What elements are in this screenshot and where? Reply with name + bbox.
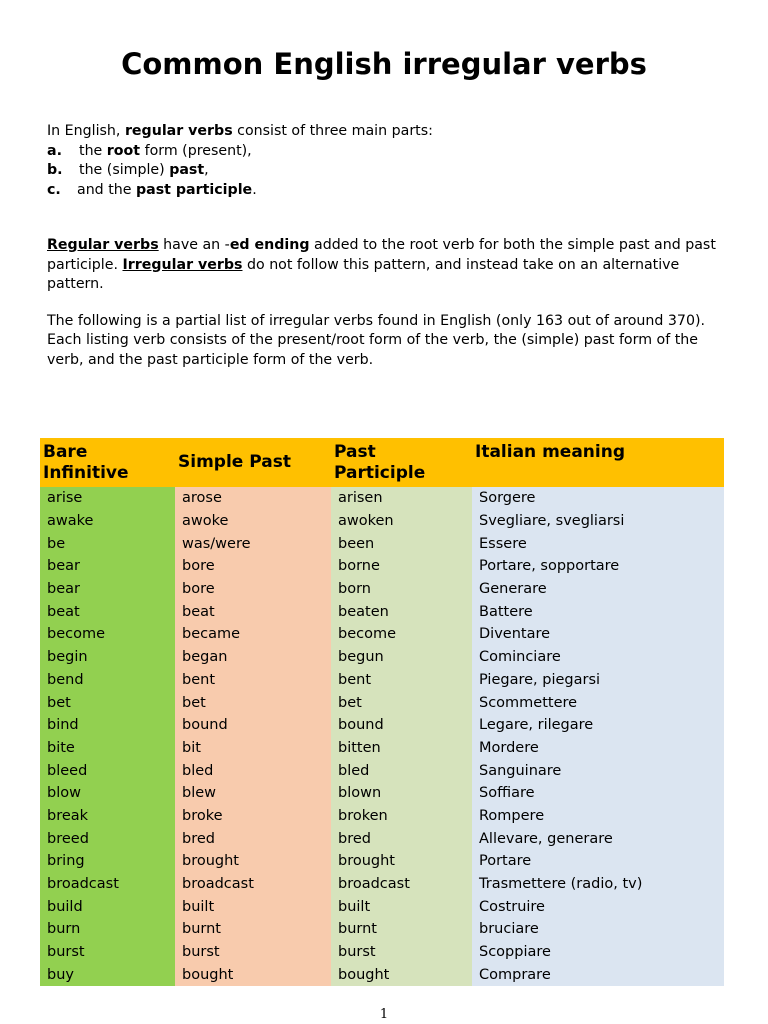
italian-meaning-cell: Soffiare <box>472 782 724 805</box>
bare-infinitive-cell: bleed <box>40 759 175 782</box>
past-participle-cell: awoken <box>331 510 472 533</box>
table-row <box>40 578 724 601</box>
irregular-verbs-table <box>40 438 724 986</box>
italian-meaning-cell: Legare, rilegare <box>472 714 724 737</box>
intro-line-1: In English, regular verbs consist of three main parts: <box>47 123 433 139</box>
past-participle-cell: become <box>331 623 472 646</box>
header-past-participle: Past Participle <box>331 438 472 487</box>
simple-past-cell: bent <box>175 669 331 692</box>
italian-meaning-cell: Scoppiare <box>472 941 724 964</box>
past-participle-cell: born <box>331 578 472 601</box>
simple-past-cell: broke <box>175 805 331 828</box>
bare-infinitive-cell: bind <box>40 714 175 737</box>
table-body <box>40 487 724 986</box>
past-participle-cell: bound <box>331 714 472 737</box>
bare-infinitive-cell: break <box>40 805 175 828</box>
table-row <box>40 532 724 555</box>
past-participle-cell: borne <box>331 555 472 578</box>
table-row <box>40 827 724 850</box>
table-header-row <box>40 438 724 487</box>
italian-meaning-cell: Portare <box>472 850 724 873</box>
table-row <box>40 510 724 533</box>
bare-infinitive-cell: breed <box>40 827 175 850</box>
past-participle-cell: bled <box>331 759 472 782</box>
simple-past-cell: was/were <box>175 532 331 555</box>
table-row <box>40 669 724 692</box>
past-participle-cell: bent <box>331 669 472 692</box>
listing-format-paragraph: Each listing verb consists of the present/root form of the verb, the (simple) past form of the verb, and the past participle form of the verb. <box>47 332 698 368</box>
past-participle-cell: beaten <box>331 600 472 623</box>
bare-infinitive-cell: broadcast <box>40 873 175 896</box>
page-number: 1 <box>379 1007 389 1022</box>
bare-infinitive-cell: buy <box>40 963 175 986</box>
italian-meaning-cell: Essere <box>472 532 724 555</box>
table-row <box>40 646 724 669</box>
bare-infinitive-cell: bear <box>40 578 175 601</box>
table-row <box>40 714 724 737</box>
past-participle-cell: broken <box>331 805 472 828</box>
bare-infinitive-cell: bet <box>40 691 175 714</box>
simple-past-cell: arose <box>175 487 331 510</box>
italian-meaning-cell: Sanguinare <box>472 759 724 782</box>
header-bare-infinitive: Bare Infinitive <box>40 438 175 487</box>
italian-meaning-cell: Svegliare, svegliarsi <box>472 510 724 533</box>
simple-past-cell: bit <box>175 737 331 760</box>
table-row <box>40 623 724 646</box>
italian-meaning-cell: Diventare <box>472 623 724 646</box>
simple-past-cell: bred <box>175 827 331 850</box>
intro-item-c: c. and the past participle. <box>47 181 257 198</box>
simple-past-cell: broadcast <box>175 873 331 896</box>
bare-infinitive-cell: bite <box>40 737 175 760</box>
bare-infinitive-cell: begin <box>40 646 175 669</box>
table-row <box>40 941 724 964</box>
bare-infinitive-cell: become <box>40 623 175 646</box>
past-participle-cell: broadcast <box>331 873 472 896</box>
simple-past-cell: burnt <box>175 918 331 941</box>
simple-past-cell: bet <box>175 691 331 714</box>
past-participle-cell: arisen <box>331 487 472 510</box>
past-participle-cell: been <box>331 532 472 555</box>
intro-text <box>47 122 737 370</box>
simple-past-cell: bled <box>175 759 331 782</box>
italian-meaning-cell: bruciare <box>472 918 724 941</box>
bare-infinitive-cell: beat <box>40 600 175 623</box>
table-row <box>40 691 724 714</box>
simple-past-cell: bound <box>175 714 331 737</box>
table-row <box>40 873 724 896</box>
simple-past-cell: built <box>175 895 331 918</box>
bare-infinitive-cell: awake <box>40 510 175 533</box>
simple-past-cell: bought <box>175 963 331 986</box>
table-row <box>40 918 724 941</box>
italian-meaning-cell: Allevare, generare <box>472 827 724 850</box>
bare-infinitive-cell: build <box>40 895 175 918</box>
past-participle-cell: brought <box>331 850 472 873</box>
simple-past-cell: blew <box>175 782 331 805</box>
past-participle-cell: bought <box>331 963 472 986</box>
intro-item-b: b. the (simple) past, <box>47 162 209 178</box>
table-row <box>40 782 724 805</box>
past-participle-cell: built <box>331 895 472 918</box>
bare-infinitive-cell: burst <box>40 941 175 964</box>
italian-meaning-cell: Comprare <box>472 963 724 986</box>
italian-meaning-cell: Sorgere <box>472 487 724 510</box>
simple-past-cell: became <box>175 623 331 646</box>
past-participle-cell: bred <box>331 827 472 850</box>
partial-list-paragraph: The following is a partial list of irregular verbs found in English (only 163 out of around 370). <box>47 312 706 329</box>
italian-meaning-cell: Portare, sopportare <box>472 555 724 578</box>
table-row <box>40 963 724 986</box>
simple-past-cell: awoke <box>175 510 331 533</box>
table-row <box>40 805 724 828</box>
bare-infinitive-cell: blow <box>40 782 175 805</box>
header-italian-meaning: Italian meaning <box>472 438 724 487</box>
italian-meaning-cell: Cominciare <box>472 646 724 669</box>
table-row <box>40 487 724 510</box>
simple-past-cell: bore <box>175 555 331 578</box>
bare-infinitive-cell: bend <box>40 669 175 692</box>
past-participle-cell: burnt <box>331 918 472 941</box>
regular-vs-irregular-paragraph: Regular verbs have an -ed ending added to the root verb for both the simple past and past participle. Irregular verbs do not follow this pattern, and instead take on an alternative pattern. <box>47 237 716 292</box>
bare-infinitive-cell: bear <box>40 555 175 578</box>
table-row <box>40 737 724 760</box>
simple-past-cell: burst <box>175 941 331 964</box>
past-participle-cell: begun <box>331 646 472 669</box>
simple-past-cell: bore <box>175 578 331 601</box>
italian-meaning-cell: Costruire <box>472 895 724 918</box>
simple-past-cell: beat <box>175 600 331 623</box>
past-participle-cell: bet <box>331 691 472 714</box>
simple-past-cell: brought <box>175 850 331 873</box>
italian-meaning-cell: Scommettere <box>472 691 724 714</box>
bare-infinitive-cell: be <box>40 532 175 555</box>
header-simple-past: Simple Past <box>175 438 331 487</box>
table-row <box>40 850 724 873</box>
table-row <box>40 600 724 623</box>
bare-infinitive-cell: arise <box>40 487 175 510</box>
italian-meaning-cell: Mordere <box>472 737 724 760</box>
bare-infinitive-cell: bring <box>40 850 175 873</box>
italian-meaning-cell: Piegare, piegarsi <box>472 669 724 692</box>
document-title: Common English irregular verbs <box>121 47 647 81</box>
intro-item-a: a. the root form (present), <box>47 142 252 159</box>
italian-meaning-cell: Rompere <box>472 805 724 828</box>
italian-meaning-cell: Battere <box>472 600 724 623</box>
past-participle-cell: burst <box>331 941 472 964</box>
bare-infinitive-cell: burn <box>40 918 175 941</box>
simple-past-cell: began <box>175 646 331 669</box>
table-row <box>40 759 724 782</box>
italian-meaning-cell: Trasmettere (radio, tv) <box>472 873 724 896</box>
past-participle-cell: bitten <box>331 737 472 760</box>
italian-meaning-cell: Generare <box>472 578 724 601</box>
past-participle-cell: blown <box>331 782 472 805</box>
table-row <box>40 895 724 918</box>
table-row <box>40 555 724 578</box>
